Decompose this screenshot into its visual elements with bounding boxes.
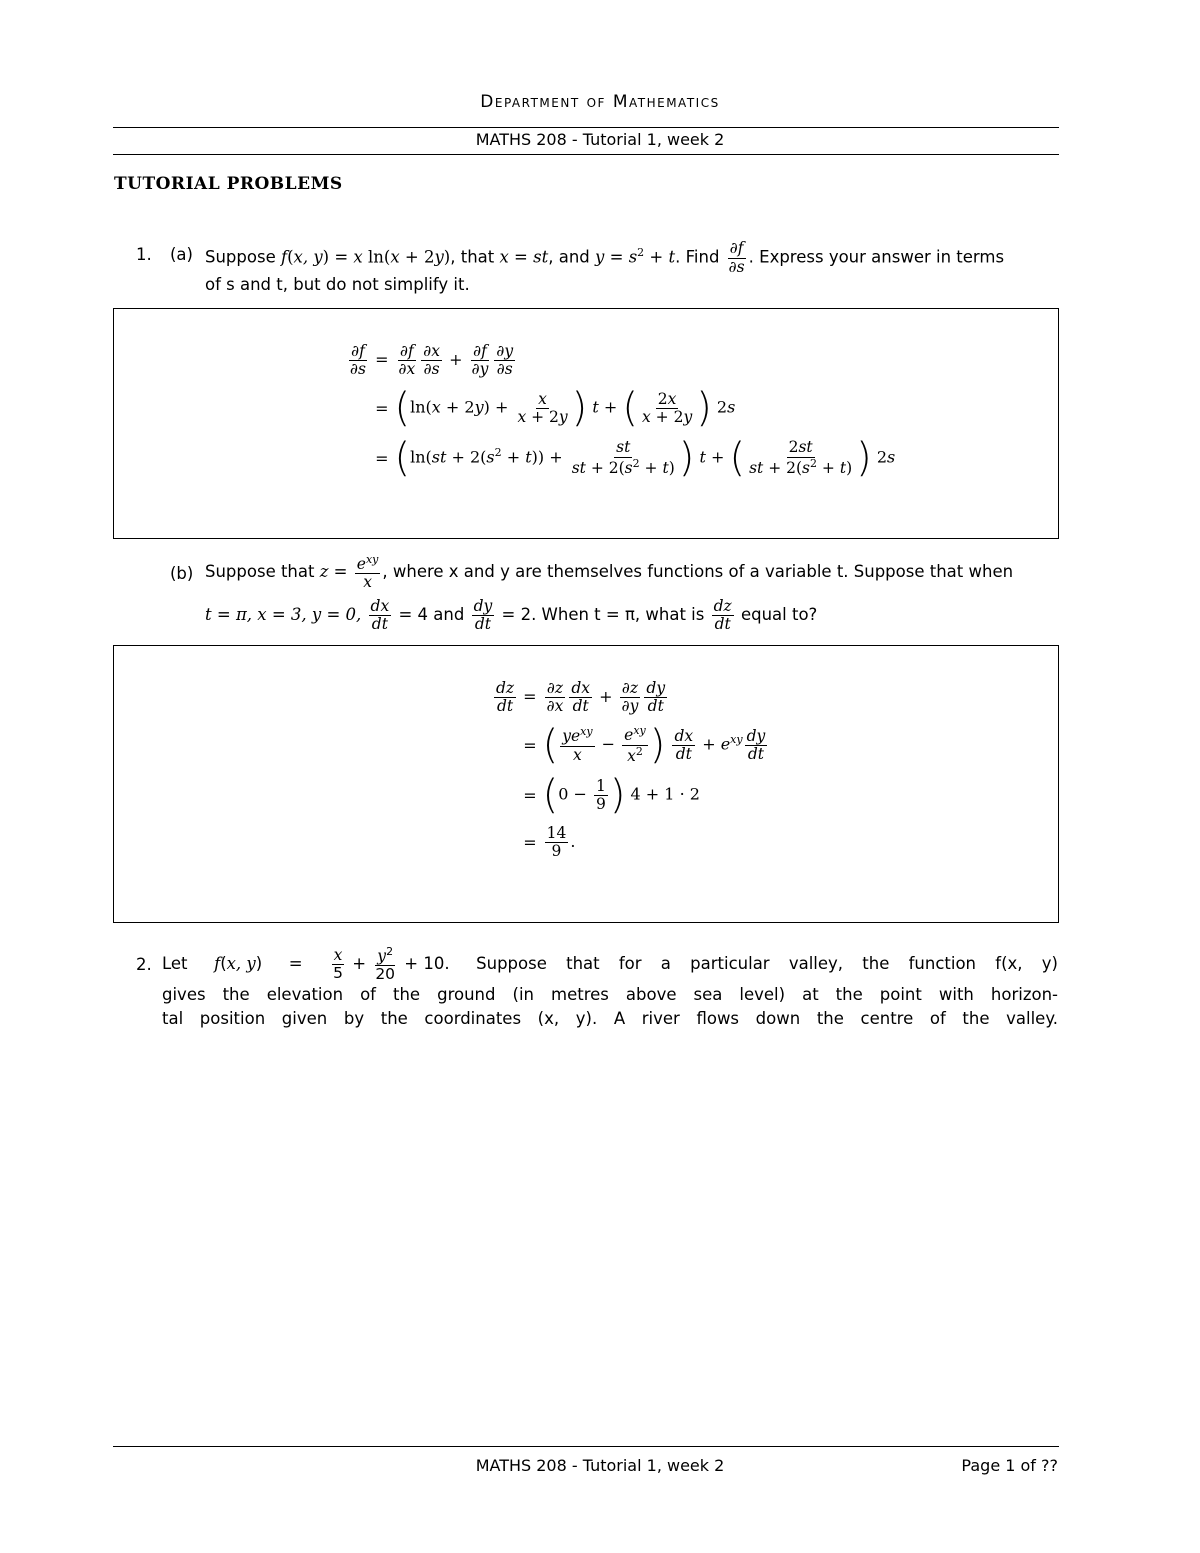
footer-course-title: MATHS 208 - Tutorial 1, week 2 (475, 1456, 725, 1475)
section-title: TUTORIAL PROBLEMS (114, 174, 343, 194)
problem-1a-line2: of s and t, but do not simplify it. (205, 275, 470, 294)
problem-1-number: 1. (136, 245, 152, 264)
eq-b-row-2-rhs: ( $\frac{ye^{xy}}{x}$ − $\frac{e^{xy}}{x^2}$ ) $\frac{dx}{dt}$ + $e^{xy}$ $\frac{dy}{dt}$ (542, 722, 766, 769)
header-rule-bottom (113, 154, 1059, 155)
problem-1b-text-eq2: = 2. When t = π, what is (501, 605, 705, 624)
eq-row-1-lhs: $\frac{\partial f}{\partial s}$ = (350, 342, 389, 379)
problem-1a-statement: Suppose f(x, y) = x ln(x + 2y), that x = st, and $y = s^2 + t$. Find $\frac{\partial f}{\partial s}$ . Express your answer in terms (205, 239, 1005, 276)
problem-2-let: Let (162, 954, 188, 973)
problem-2-number: 2. (136, 955, 152, 974)
footer-rule (113, 1446, 1059, 1447)
problem-1b-label: (b) (170, 564, 194, 583)
eq-b-row-3-rhs: (0 − $\frac{1}{9}$ ) 4 + 1 · 2 (542, 772, 700, 819)
solution-box-1a (113, 308, 1059, 539)
eq-row-3-rhs: ($\ln(st + 2(s^2 + t))$ + $\frac{st}{st + 2(s^2 + t)}$ ) t + ( $\frac{2st}{st + 2(s^2 + t)}$ ) 2s (394, 435, 896, 482)
fraction-dx-dt: $\frac{dx}{dt}$ (370, 596, 390, 633)
problem-1a-text-express: . Express your answer in terms (748, 247, 1005, 267)
solution-1a-equations: $\frac{\partial f}{\partial s}$ = $\frac{\partial f}{\partial x}$ $\frac{\partial x}{\partial s}$ + $\frac{\partial f}{\partial y}$ $\frac{\partial y}{\partial s}$ = (ln(x + 2y) + $\frac{x}{x + 2y}$ ) t + ( $\frac{2x}{x + 2y}$ ) 2s = ($\ln(st + 2(s^2 + t))$ + $\frac{st}{st + 2(s^2 + t)}$ ) t + ( $\frac{2st}{st + 2(s^2 + t)}$ ) 2s (346, 343, 895, 478)
fraction-dy-dt: $\frac{dy}{dt}$ (473, 596, 493, 633)
eq-row-1-rhs: $\frac{\partial f}{\partial x}$ $\frac{\partial x}{\partial s}$ + $\frac{\partial f}{\partial y}$ $\frac{\partial y}{\partial s}$ (398, 342, 514, 379)
problem-1a-label: (a) (170, 245, 193, 264)
footer-page-number: Page 1 of ?? (961, 1456, 1058, 1475)
problem-1b-text-cond: t = π, x = 3, y = 0, (205, 605, 362, 624)
problem-2-line1-rest: Suppose that for a particular valley, the function f(x, y) (476, 954, 1058, 973)
problem-1a-text-and: , and (548, 247, 590, 267)
solution-1b-equations: $\frac{dz}{dt}$ = $\frac{\partial z}{\partial x}$ $\frac{dx}{dt}$ + $\frac{\partial z}{\partial y}$ $\frac{dy}{dt}$ = ( $\frac{ye^{xy}}{x}$ − $\frac{e^{xy}}{x^2}$ ) $\frac{dx}{dt}$ + $e^{xy}$ $\frac{dy}{dt}$ = (0 − $\frac{1}{9}$ ) 4 + 1 · 2 = $\frac{14}{9}$ . (492, 680, 769, 860)
solution-box-1b (113, 645, 1059, 923)
eq-row-2-rhs: (ln(x + 2y) + $\frac{x}{x + 2y}$ ) t + ( $\frac{2x}{x + 2y}$ ) 2s (394, 385, 736, 432)
problem-1b-text-equal: equal to? (740, 605, 818, 624)
problem-2-line2: gives the elevation of the ground (in metres above sea level) at the point with horizon- (162, 985, 1058, 1004)
problem-2-line3: tal position given by the coordinates (x, y). A river flows down the centre of the valley. (162, 1009, 1058, 1028)
fraction-df-ds: $\frac{\partial f}{\partial s}$ (728, 239, 745, 276)
math-f-def: f (280, 247, 288, 267)
department-header: Department of Mathematics (480, 92, 720, 112)
header-rule-top (113, 127, 1059, 128)
problem-1a-text-find: . Find (675, 247, 720, 267)
problem-1b-statement-line2 (205, 591, 1065, 639)
problem-1b-statement-line1: Suppose that z = $\frac{e^{xy}}{x}$ , where x and y are themselves functions of a variable t. Suppose that when (205, 552, 1014, 592)
eq-b-row-1-lhs: $\frac{dz}{dt}$ = (496, 679, 537, 716)
eq-b-row-4-rhs: $\frac{14}{9}$ . (546, 824, 576, 861)
fraction-dz-dt: $\frac{dz}{dt}$ (713, 596, 732, 633)
problem-1b-text-eq4and: = 4 and (398, 605, 465, 624)
problem-2-line1: Let f(x, y) = $\frac{x}{5}$ + $\frac{y^2}{20}$ + 10. Suppose that for a particular valley, the function f(x, y) (162, 938, 1058, 990)
fraction-exy-x: $\frac{e^{xy}}{x}$ (356, 552, 379, 592)
problem-1b-text-suppose: Suppose that (205, 562, 315, 581)
course-title: MATHS 208 - Tutorial 1, week 2 (475, 130, 725, 149)
eq-b-row-1-rhs: $\frac{\partial z}{\partial x}$ $\frac{dx}{dt}$ + $\frac{\partial z}{\partial y}$ $\frac{dy}{dt}$ (546, 679, 666, 716)
problem-1a-text-that: , that (450, 247, 495, 267)
problem-1b-text-where: , where x and y are themselves functions of a variable t. Suppose that when (382, 562, 1014, 581)
problem-1a-text: Suppose (205, 247, 276, 267)
